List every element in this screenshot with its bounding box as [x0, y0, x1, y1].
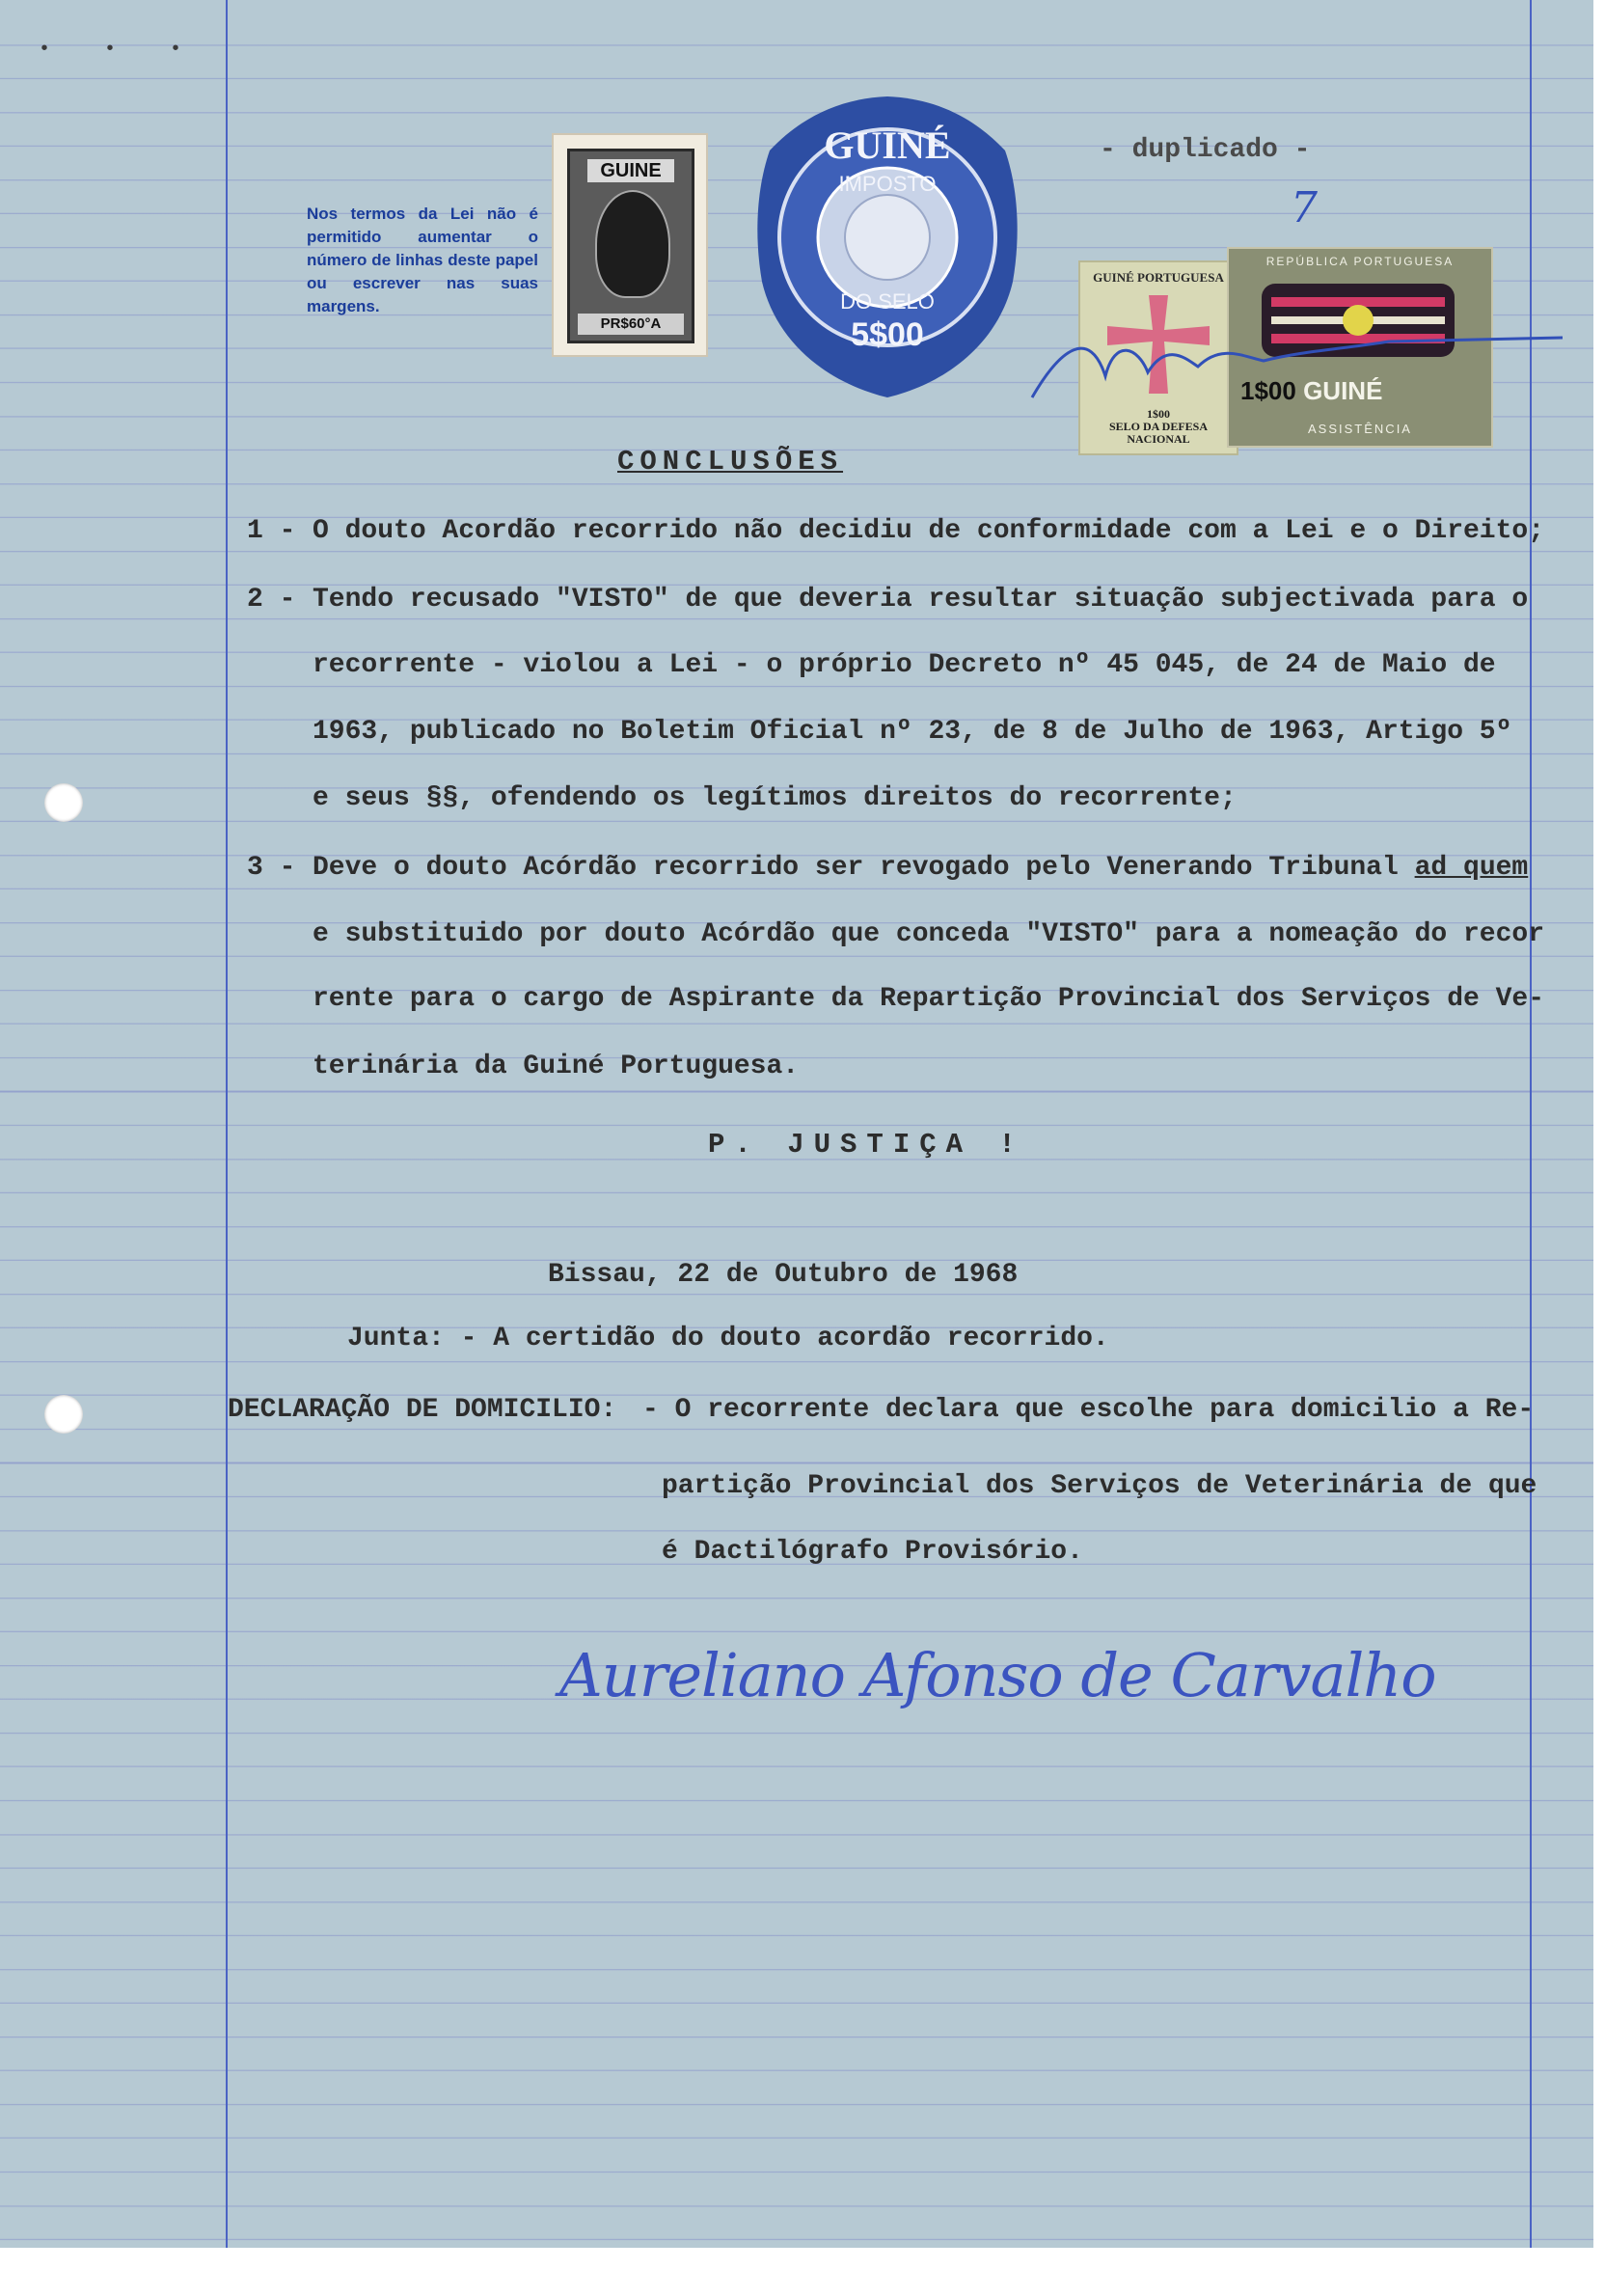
assist-name: GUINÉ [1303, 376, 1383, 405]
fiscal-stamp-value: PR$60°A [578, 314, 684, 335]
item-3-number: 3 - [247, 853, 296, 883]
imposto-do-selo-seal [752, 93, 1022, 401]
item-3-line: terinária da Guiné Portuguesa. [313, 1052, 800, 1081]
seal-top: GUINÉ [824, 123, 951, 167]
place-date: Bissau, 22 de Outubro de 1968 [548, 1260, 1019, 1290]
item-2-line: recorrente - violou a Lei - o próprio Decreto nº 45 045, de 24 de Maio de [313, 650, 1496, 680]
left-margin-line [226, 0, 228, 2248]
declaracao-line: - O recorrente declara que escolhe para domicilio a Re- [642, 1395, 1535, 1425]
declaracao-line: é Dactilógrafo Provisório. [662, 1537, 1083, 1567]
document-title: CONCLUSÕES [617, 446, 844, 478]
handwritten-signature: Aureliano Afonso de Carvalho [559, 1640, 1436, 1710]
defesa-country: GUINÉ PORTUGUESA [1093, 270, 1224, 285]
seal-lower: DO SELO [840, 289, 935, 314]
duplicado-mark: - duplicado - [1100, 135, 1311, 165]
item-1-line: O douto Acordão recorrido não decidiu de conformidade com a Lei e o Direito; [313, 516, 1545, 546]
assist-label: ASSISTÊNCIA [1308, 422, 1412, 436]
item-3-line-text: Deve o douto Acórdão recorrido ser revogado pelo Venerando Tribunal [313, 853, 1399, 883]
item-2-line: e seus §§, ofendendo os legítimos direitos do recorrente; [313, 783, 1237, 813]
legal-notice: Nos termos da Lei não é permitido aumentar o número de linhas deste papel ou escrever nas suas margens. [307, 205, 538, 315]
item-3-line: rente para o cargo de Aspirante da Repartição Provincial dos Serviços de Ve- [313, 984, 1545, 1014]
item-2-line: Tendo recusado "VISTO" de que deveria resultar situação subjectivada para o [313, 585, 1529, 615]
item-2-number: 2 - [247, 585, 296, 615]
stamp-cancel-signature [1022, 309, 1572, 415]
declaracao-line: partição Provincial dos Serviços de Veterinária de que [662, 1471, 1537, 1501]
declaracao-label: DECLARAÇÃO DE DOMICILIO: [228, 1395, 617, 1425]
coat-of-arms-icon [845, 195, 930, 280]
item-3-line [313, 853, 1528, 883]
ad-quem-underlined: ad quem [1414, 853, 1529, 883]
fiscal-stamp [552, 133, 708, 357]
defesa-line2: NACIONAL [1127, 432, 1190, 446]
fiscal-stamp-head: GUINE [587, 159, 674, 182]
paper-marks: • • • [39, 39, 204, 61]
defesa-line1: SELO DA DEFESA [1108, 420, 1209, 433]
punch-hole-bottom [44, 1395, 83, 1434]
page-number: 7 [1291, 183, 1318, 232]
seal-value: 5$00 [851, 316, 924, 353]
item-3-line: e substituido por douto Acórdão que conceda "VISTO" para a nomeação do recor [313, 919, 1545, 949]
assist-value: 1$00 [1240, 376, 1296, 405]
punch-hole-top [44, 783, 83, 822]
justica-heading: P. JUSTIÇA ! [708, 1129, 1025, 1161]
portrait-icon [595, 190, 670, 298]
junta-line: Junta: - A certidão do douto acordão recorrido. [347, 1324, 1109, 1353]
item-2-line: 1963, publicado no Boletim Oficial nº 23, de 8 de Julho de 1963, Artigo 5º [313, 717, 1512, 747]
seal-middle: IMPOSTO [838, 172, 937, 196]
item-1-number: 1 - [247, 516, 296, 546]
assist-country: REPÚBLICA PORTUGUESA [1265, 255, 1455, 268]
defesa-value: 1$00 [1147, 407, 1170, 421]
